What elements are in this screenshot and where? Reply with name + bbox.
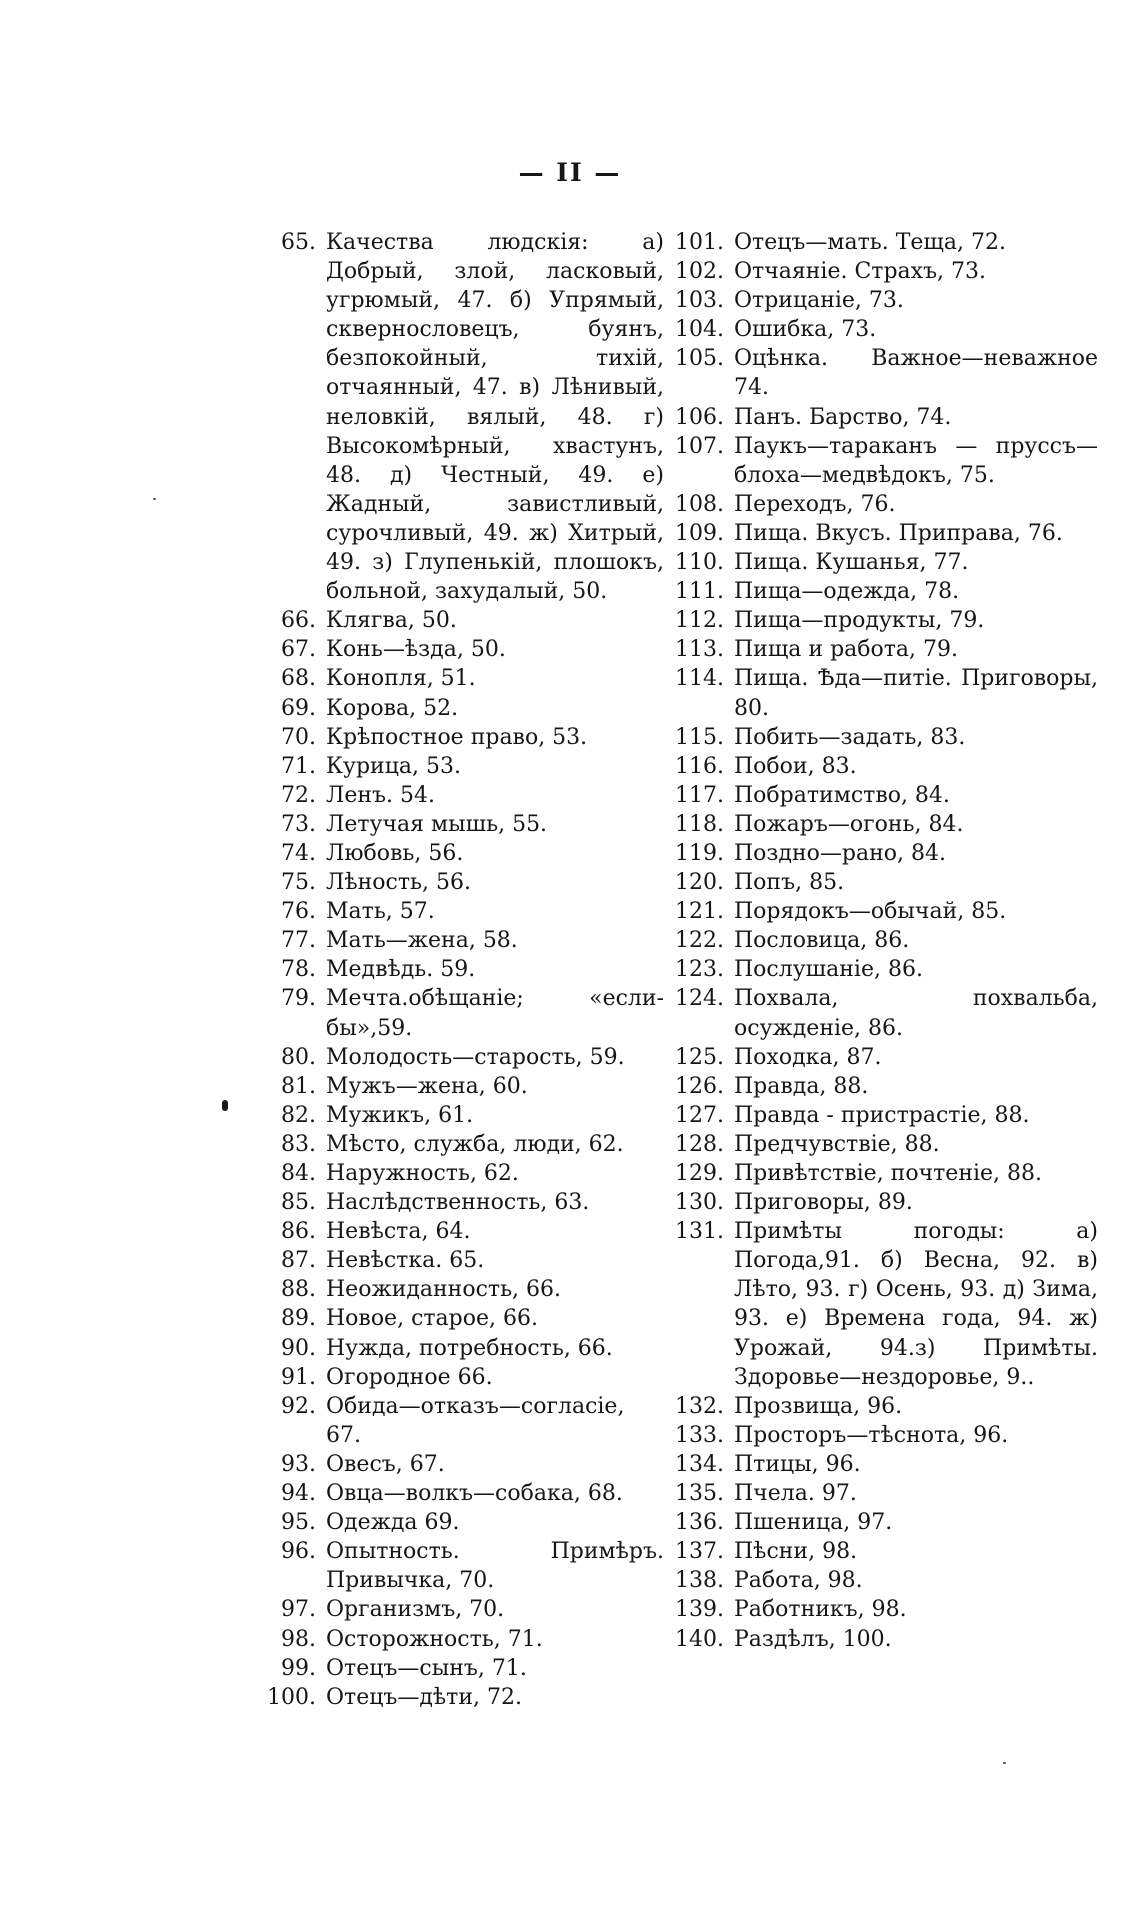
entry-number: 85. xyxy=(281,1190,316,1216)
entry-text: Молодость—старость, 59. xyxy=(326,1044,625,1070)
index-column-right xyxy=(668,228,1098,1654)
index-entry xyxy=(668,1392,1098,1421)
index-entry xyxy=(668,664,1098,722)
index-entry xyxy=(260,839,664,868)
entry-text: Наружность, 62. xyxy=(326,1161,519,1186)
entry-text: Курица, 53. xyxy=(326,753,461,779)
entry-text: Походка, 87. xyxy=(734,1044,882,1070)
entry-text: Ленъ. 54. xyxy=(326,782,436,808)
entry-number: 96. xyxy=(281,1539,316,1565)
entry-number: 105. xyxy=(675,346,724,372)
entry-number: 84. xyxy=(281,1161,316,1186)
entry-text: Лѣность, 56. xyxy=(326,870,471,896)
entry-number: 81. xyxy=(281,1073,316,1099)
index-entry xyxy=(668,577,1098,606)
entry-number: 123. xyxy=(675,957,724,983)
index-entry xyxy=(668,1595,1098,1624)
entry-number: 119. xyxy=(675,840,724,866)
entry-text: Качества людскія: а) Добрый, злой, ласковый, угрюмый, 47. б) Упрямый, сквернословецъ, буянъ, безпокойный, тихій, отчаянный, 47. в) Лѣнивый, неловкій, вялый, 48. г) Высокомѣрный, хвастунъ, 48. д) Честный, 49. е) Жадный, завистливый, сурочливый, 49. ж) Хитрый, 49. з) Глупенькій, плошокъ, больной, захудалый, 50. xyxy=(326,230,664,605)
index-entry xyxy=(260,664,664,693)
index-entry xyxy=(668,1479,1098,1508)
entry-text: Панъ. Барство, 74. xyxy=(734,404,952,430)
entry-number: 95. xyxy=(281,1510,316,1536)
entry-number: 132. xyxy=(675,1393,724,1419)
entry-text: Пища. Ѣда—питіе. Приговоры, 80. xyxy=(734,666,1098,721)
entry-text: Пѣсни, 98. xyxy=(734,1539,858,1565)
entry-number: 129. xyxy=(675,1161,724,1186)
index-entry xyxy=(260,897,664,926)
entry-number: 66. xyxy=(281,608,316,634)
entry-text: Организмъ, 70. xyxy=(326,1597,505,1623)
entry-number: 109. xyxy=(675,520,724,546)
entry-text: Отчаяніе. Страхъ, 73. xyxy=(734,259,987,285)
entry-text: Мужъ—жена, 60. xyxy=(326,1073,528,1099)
entry-text: Опытность. Примѣръ. Привычка, 70. xyxy=(326,1539,664,1594)
entry-text: Мѣсто, служба, люди, 62. xyxy=(326,1131,624,1157)
index-entry xyxy=(260,1159,664,1188)
entry-number: 115. xyxy=(675,724,724,750)
entry-number: 69. xyxy=(281,695,316,721)
entry-text: Отрицаніе, 73. xyxy=(734,288,904,314)
page-header: — II — xyxy=(518,158,622,187)
entry-text: Конь—ѣзда, 50. xyxy=(326,637,506,663)
entry-number: 118. xyxy=(675,811,724,837)
index-entry xyxy=(260,1654,664,1683)
ink-spot xyxy=(222,1100,228,1111)
index-entry xyxy=(260,1043,664,1072)
entry-number: 127. xyxy=(675,1102,724,1128)
entry-number: 70. xyxy=(281,724,316,750)
entry-text: Пища и работа, 79. xyxy=(734,637,959,663)
entry-text: Мать—жена, 58. xyxy=(326,928,518,954)
entry-text: Примѣты погоды: а) Погода,91. б) Весна, 92. в) Лѣто, 93. г) Осень, 93. д) Зима, 93. е) Времена года, 94. ж) Урожай, 94.з) Примѣты. Здоровье—нездоровье, 9.. xyxy=(734,1219,1098,1390)
index-entry xyxy=(260,1304,664,1333)
entry-text: Работа, 98. xyxy=(734,1568,863,1594)
entry-text: Пшеница, 97. xyxy=(734,1510,893,1536)
index-entry xyxy=(668,403,1098,432)
entry-text: Работникъ, 98. xyxy=(734,1597,907,1623)
index-entry xyxy=(260,694,664,723)
entry-number: 88. xyxy=(281,1277,316,1303)
entry-text: Наслѣдственность, 63. xyxy=(326,1190,590,1216)
index-entry xyxy=(668,490,1098,519)
entry-text: Пища—одежда, 78. xyxy=(734,579,960,605)
entry-number: 86. xyxy=(281,1219,316,1245)
entry-text: Огородное 66. xyxy=(326,1364,493,1390)
index-entry xyxy=(668,548,1098,577)
entry-text: Пища—продукты, 79. xyxy=(734,608,985,634)
entry-number: 133. xyxy=(675,1422,724,1448)
entry-text: Оцѣнка. Важное—неважное 74. xyxy=(734,346,1098,401)
index-entry xyxy=(260,1072,664,1101)
entry-text: Овесъ, 67. xyxy=(326,1451,445,1477)
entry-number: 112. xyxy=(675,608,724,634)
entry-number: 140. xyxy=(675,1626,724,1652)
entry-text: Переходъ, 76. xyxy=(734,491,896,517)
index-entry xyxy=(668,228,1098,257)
entry-number: 108. xyxy=(675,491,724,517)
entry-text: Побои, 83. xyxy=(734,753,857,779)
entry-number: 106. xyxy=(675,404,724,430)
entry-text: Побить—задать, 83. xyxy=(734,724,966,750)
index-entry xyxy=(260,635,664,664)
entry-number: 83. xyxy=(281,1131,316,1157)
index-entry xyxy=(260,1275,664,1304)
entry-number: 102. xyxy=(675,259,724,285)
entry-number: 68. xyxy=(281,666,316,692)
entry-text: Летучая мышь, 55. xyxy=(326,811,548,837)
entry-number: 78. xyxy=(281,957,316,983)
entry-text: Привѣтствіе, почтеніе, 88. xyxy=(734,1161,1043,1186)
entry-text: Пища. Вкусъ. Приправа, 76. xyxy=(734,520,1063,546)
entry-text: Поздно—рано, 84. xyxy=(734,840,946,866)
entry-text: Невѣста, 64. xyxy=(326,1219,471,1245)
entry-number: 116. xyxy=(675,753,724,779)
index-entry xyxy=(668,519,1098,548)
entry-text: Птицы, 96. xyxy=(734,1451,861,1477)
entry-text: Новое, старое, 66. xyxy=(326,1306,538,1332)
entry-number: 110. xyxy=(675,550,724,576)
entry-text: Невѣстка. 65. xyxy=(326,1248,485,1274)
entry-number: 120. xyxy=(675,870,724,896)
entry-number: 137. xyxy=(675,1539,724,1565)
entry-number: 98. xyxy=(281,1626,316,1652)
index-entry xyxy=(260,1392,664,1450)
index-entry xyxy=(668,1421,1098,1450)
entry-number: 97. xyxy=(281,1597,316,1623)
entry-text: Любовь, 56. xyxy=(326,840,464,866)
entry-text: Ошибка, 73. xyxy=(734,317,877,343)
index-entry xyxy=(260,1363,664,1392)
entry-text: Попъ, 85. xyxy=(734,870,845,896)
entry-number: 128. xyxy=(675,1131,724,1157)
index-entry xyxy=(260,1479,664,1508)
entry-text: Побратимство, 84. xyxy=(734,782,950,808)
entry-text: Мать, 57. xyxy=(326,899,435,925)
index-entry xyxy=(668,897,1098,926)
entry-number: 126. xyxy=(675,1073,724,1099)
index-entry xyxy=(668,432,1098,490)
entry-number: 107. xyxy=(675,433,724,459)
entry-text: Паукъ—тараканъ — пруссъ— блоха—медвѣдокъ, 75. xyxy=(734,433,1098,488)
entry-number: 130. xyxy=(675,1190,724,1216)
entry-text: Правда - пристрастіе, 88. xyxy=(734,1102,1030,1128)
entry-number: 90. xyxy=(281,1335,316,1361)
entry-text: Овца—волкъ—собака, 68. xyxy=(326,1481,623,1507)
entry-text: Неожиданность, 66. xyxy=(326,1277,562,1303)
index-entry xyxy=(260,1683,664,1712)
entry-number: 122. xyxy=(675,928,724,954)
index-entry xyxy=(668,752,1098,781)
entry-text: Прозвища, 96. xyxy=(734,1393,903,1419)
index-entry xyxy=(260,868,664,897)
entry-text: Мечта.обѣщаніе; «если-бы»,59. xyxy=(326,986,664,1041)
entry-number: 134. xyxy=(675,1451,724,1477)
index-column-left xyxy=(260,228,664,1712)
entry-number: 77. xyxy=(281,928,316,954)
index-entry xyxy=(260,752,664,781)
entry-text: Крѣпостное право, 53. xyxy=(326,724,588,750)
index-entry xyxy=(668,1537,1098,1566)
entry-text: Клягва, 50. xyxy=(326,608,457,634)
entry-text: Правда, 88. xyxy=(734,1073,869,1099)
index-entry xyxy=(668,723,1098,752)
index-entry xyxy=(260,810,664,839)
index-entry xyxy=(668,635,1098,664)
index-entry xyxy=(668,257,1098,286)
entry-text: Пословица, 86. xyxy=(734,928,910,954)
entry-number: 73. xyxy=(281,811,316,837)
index-entry xyxy=(260,1537,664,1595)
index-entry xyxy=(668,286,1098,315)
entry-number: 138. xyxy=(675,1568,724,1594)
entry-text: Пчела. 97. xyxy=(734,1481,857,1507)
index-entry xyxy=(668,868,1098,897)
index-entry xyxy=(668,1130,1098,1159)
entry-number: 131. xyxy=(675,1219,724,1245)
entry-number: 104. xyxy=(675,317,724,343)
entry-number: 114. xyxy=(675,666,724,692)
index-entry xyxy=(260,781,664,810)
index-entry xyxy=(668,955,1098,984)
index-entry xyxy=(668,1566,1098,1595)
entry-number: 87. xyxy=(281,1248,316,1274)
index-entry xyxy=(668,1072,1098,1101)
index-entry xyxy=(668,315,1098,344)
entry-number: 135. xyxy=(675,1481,724,1507)
entry-number: 82. xyxy=(281,1102,316,1128)
entry-number: 65. xyxy=(281,230,316,255)
entry-number: 93. xyxy=(281,1451,316,1477)
entry-number: 125. xyxy=(675,1044,724,1070)
index-entry xyxy=(668,984,1098,1042)
entry-text: Осторожность, 71. xyxy=(326,1626,543,1652)
entry-number: 111. xyxy=(675,579,724,605)
entry-number: 113. xyxy=(675,637,724,663)
entry-text: Одежда 69. xyxy=(326,1510,460,1536)
index-entry xyxy=(668,1159,1098,1188)
entry-number: 71. xyxy=(281,753,316,779)
index-entry xyxy=(668,1625,1098,1654)
entry-text: Отецъ—дѣти, 72. xyxy=(326,1684,522,1710)
index-entry xyxy=(668,1101,1098,1130)
entry-number: 103. xyxy=(675,288,724,314)
entry-text: Нужда, потребность, 66. xyxy=(326,1335,613,1361)
dust-speck xyxy=(1003,1762,1006,1764)
entry-text: Пожаръ—огонь, 84. xyxy=(734,811,964,837)
index-entry xyxy=(260,1508,664,1537)
entry-text: Отецъ—сынъ, 71. xyxy=(326,1655,527,1681)
entry-number: 75. xyxy=(281,870,316,896)
index-entry xyxy=(260,926,664,955)
entry-number: 80. xyxy=(281,1044,316,1070)
entry-number: 67. xyxy=(281,637,316,663)
entry-text: Конопля, 51. xyxy=(326,666,476,692)
entry-text: Послушаніе, 86. xyxy=(734,957,923,983)
entry-number: 79. xyxy=(281,986,316,1012)
entry-number: 91. xyxy=(281,1364,316,1390)
entry-text: Раздѣлъ, 100. xyxy=(734,1626,892,1652)
entry-text: Отецъ—мать. Теща, 72. xyxy=(734,230,1006,255)
entry-number: 121. xyxy=(675,899,724,925)
index-entry xyxy=(260,1625,664,1654)
index-entry xyxy=(668,839,1098,868)
entry-text: Корова, 52. xyxy=(326,695,459,721)
entry-text: Просторъ—тѣснота, 96. xyxy=(734,1422,1009,1448)
entry-number: 124. xyxy=(675,986,724,1012)
entry-text: Приговоры, 89. xyxy=(734,1190,913,1216)
entry-number: 117. xyxy=(675,782,724,808)
index-entry xyxy=(260,984,664,1042)
index-entry xyxy=(668,1508,1098,1537)
entry-text: Предчувствіе, 88. xyxy=(734,1131,940,1157)
entry-number: 89. xyxy=(281,1306,316,1332)
index-entry xyxy=(668,1188,1098,1217)
entry-number: 139. xyxy=(675,1597,724,1623)
entry-number: 99. xyxy=(281,1655,316,1681)
index-entry xyxy=(260,1246,664,1275)
index-entry xyxy=(668,781,1098,810)
index-entry xyxy=(260,955,664,984)
entry-text: Пища. Кушанья, 77. xyxy=(734,550,969,576)
index-entry xyxy=(260,1101,664,1130)
entry-text: Похвала, похвальба, осужденіе, 86. xyxy=(734,986,1098,1041)
entry-number: 101. xyxy=(675,230,724,255)
index-entry xyxy=(668,1043,1098,1072)
entry-number: 76. xyxy=(281,899,316,925)
entry-number: 72. xyxy=(281,782,316,808)
dust-speck xyxy=(153,498,156,500)
index-entry xyxy=(260,1595,664,1624)
entry-text: Медвѣдь. 59. xyxy=(326,957,476,983)
entry-text: Обида—отказъ—согласіе, 67. xyxy=(326,1393,625,1448)
index-entry xyxy=(668,344,1098,402)
index-entry xyxy=(260,723,664,752)
index-entry xyxy=(668,606,1098,635)
entry-text: Мужикъ, 61. xyxy=(326,1102,474,1128)
index-entry xyxy=(260,228,664,606)
index-entry xyxy=(668,810,1098,839)
index-entry xyxy=(260,1188,664,1217)
entry-text: Порядокъ—обычай, 85. xyxy=(734,899,1007,925)
index-entry xyxy=(260,1334,664,1363)
index-entry xyxy=(668,926,1098,955)
entry-number: 100. xyxy=(267,1684,316,1710)
entry-number: 94. xyxy=(281,1481,316,1507)
entry-number: 74. xyxy=(281,840,316,866)
index-entry xyxy=(260,1217,664,1246)
entry-number: 136. xyxy=(675,1510,724,1536)
index-entry xyxy=(668,1217,1098,1392)
index-entry xyxy=(260,606,664,635)
index-entry xyxy=(260,1130,664,1159)
entry-number: 92. xyxy=(281,1393,316,1419)
index-entry xyxy=(668,1450,1098,1479)
index-entry xyxy=(260,1450,664,1479)
